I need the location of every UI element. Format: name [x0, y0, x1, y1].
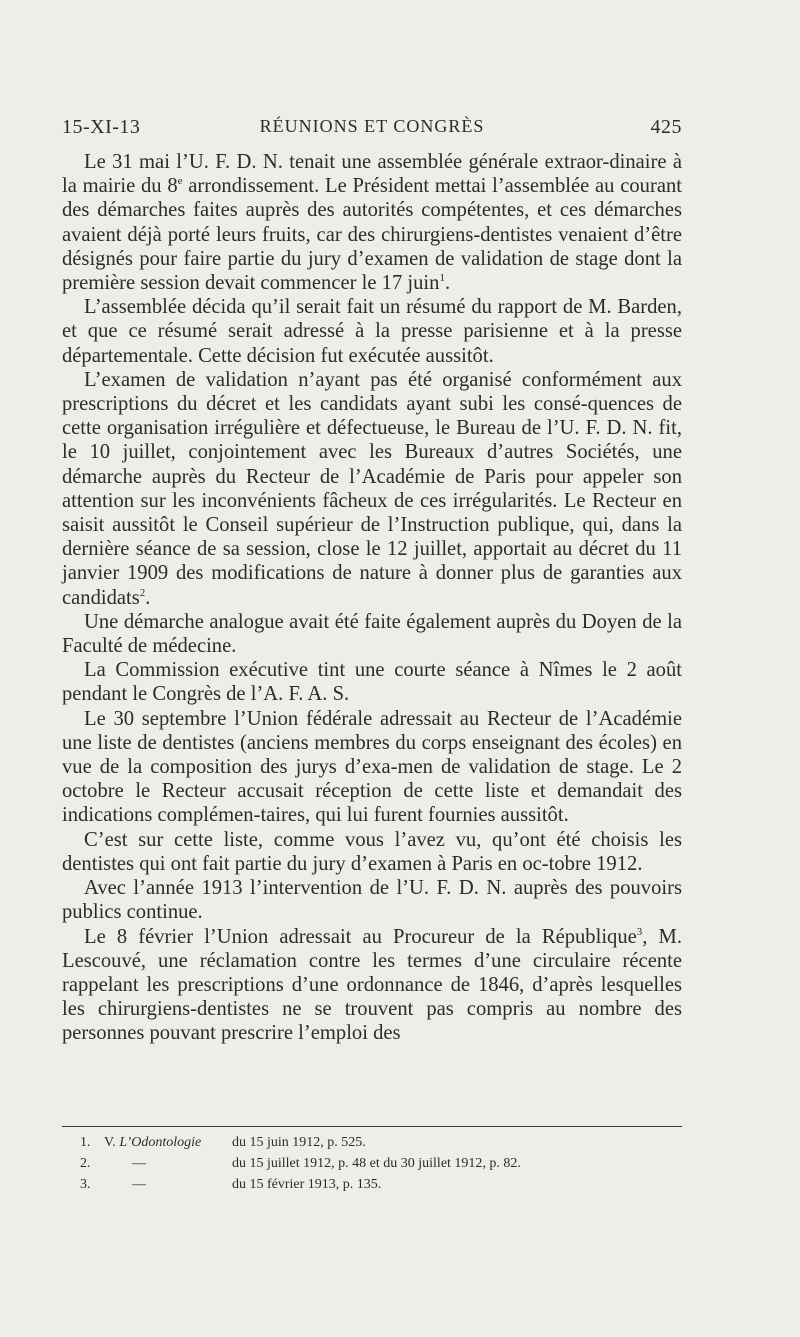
footnote-rule	[62, 1126, 682, 1127]
ditto-mark: —	[132, 1156, 146, 1171]
footnote-reference: du 15 juillet 1912, p. 48 et du 30 juillet 1912, p. 82.	[232, 1156, 521, 1171]
paragraph: Le 31 mai l’U. F. D. N. tenait une assemblée générale extraor-dinaire à la mairie du 8e arrondissement. Le Président mettai l’assemblée au courant des démarches faites auprès des autorités compétentes, et ces démarches avaient déjà porté leurs fruits, car des chirurgiens-dentistes venaient d’être désignés pour faire partie du jury d’examen de validation de stage dont la première session devait commencer le 17 juin$^1$.	[62, 151, 682, 295]
footnote	[62, 1174, 682, 1195]
running-title: RÉUNIONS ET CONGRÈS	[259, 116, 485, 136]
footnote-number: 2.	[80, 1156, 91, 1171]
issue-folio: 15-XI-13	[62, 116, 141, 138]
footnote-ref: 3	[636, 925, 643, 938]
footnote-ref: 1	[439, 272, 445, 285]
footnote-ref: 2	[139, 586, 146, 599]
ditto-mark: —	[132, 1177, 146, 1192]
journal-title: L’Odontologie	[119, 1135, 202, 1150]
paragraph: C’est sur cette liste, comme vous l’avez vu, qu’ont été choisis les dentistes qui ont fait partie du jury d’examen à Paris en oc-tobre 1912.	[62, 828, 682, 875]
footnote-source: V. L’Odontologie	[104, 1135, 202, 1150]
ordinal-superscript: e	[177, 175, 183, 188]
footnote	[62, 1153, 682, 1174]
running-header	[62, 116, 682, 146]
paragraph: L’examen de validation n’ayant pas été organisé conformément aux prescriptions du décret et les candidats ayant subi les consé-quences de cette organisation irrégulière et défectueuse, le Bureau de l’U. F. D. N. fit, le 10 juillet, conjointement avec les Bureaux d’autres Sociétés, une démarche auprès du Recteur de l’Académie de Paris pour appeler son attention sur les inconvénients fâcheux de ces irrégularités. Le Recteur en saisit aussitôt le Conseil supérieur de l’Instruction publique, qui, dans la dernière séance de sa session, close le 12 juillet, apportait au décret du 11 janvier 1909 des modifications de nature à donner plus de garanties aux candidats$^2$.	[62, 368, 682, 609]
footnote-reference: du 15 février 1913, p. 135.	[232, 1177, 382, 1192]
paragraph: Le 30 septembre l’Union fédérale adressait au Recteur de l’Académie une liste de dentistes (anciens membres du corps enseignant des écoles) en vue de la composition des jurys d’exa-men de validation de stage. Le 2 octobre le Recteur accusait réception de cette liste et demandait des indications complémen-taires, qui lui furent fournies aussitôt.	[62, 707, 682, 827]
page-number: 425	[650, 116, 682, 138]
footnote	[62, 1132, 682, 1153]
footnotes	[62, 1132, 682, 1195]
paragraph: Avec l’année 1913 l’intervention de l’U. F. D. N. auprès des pouvoirs publics continue.	[62, 877, 682, 924]
paragraph: L’assemblée décida qu’il serait fait un résumé du rapport de M. Barden, et que ce résumé serait adressé à la presse parisienne et à la presse départementale. Cette décision fut exécutée aussitôt.	[62, 296, 682, 367]
footnote-number: 3.	[80, 1177, 91, 1192]
footnote-number: 1.	[80, 1135, 91, 1150]
paragraph: Une démarche analogue avait été faite également auprès du Doyen de la Faculté de médecine.	[62, 610, 682, 658]
paragraph: Le 8 février l’Union adressait au Procureur de la République$^3$, M. Lescouvé, une réclamation contre les termes d’une circulaire récente rappelant les prescriptions d’une ordonnance de 1846, d’après lesquelles les chirurgiens-dentistes ne se trouvent pas compris au nombre des personnes pouvant prescrire l’emploi des	[62, 925, 683, 1045]
footnote-reference: du 15 juin 1912, p. 525.	[232, 1135, 366, 1150]
paragraph: La Commission exécutive tint une courte séance à Nîmes le 2 août pendant le Congrès de l’A. F. A. S.	[62, 659, 682, 706]
body-text	[62, 150, 682, 1046]
